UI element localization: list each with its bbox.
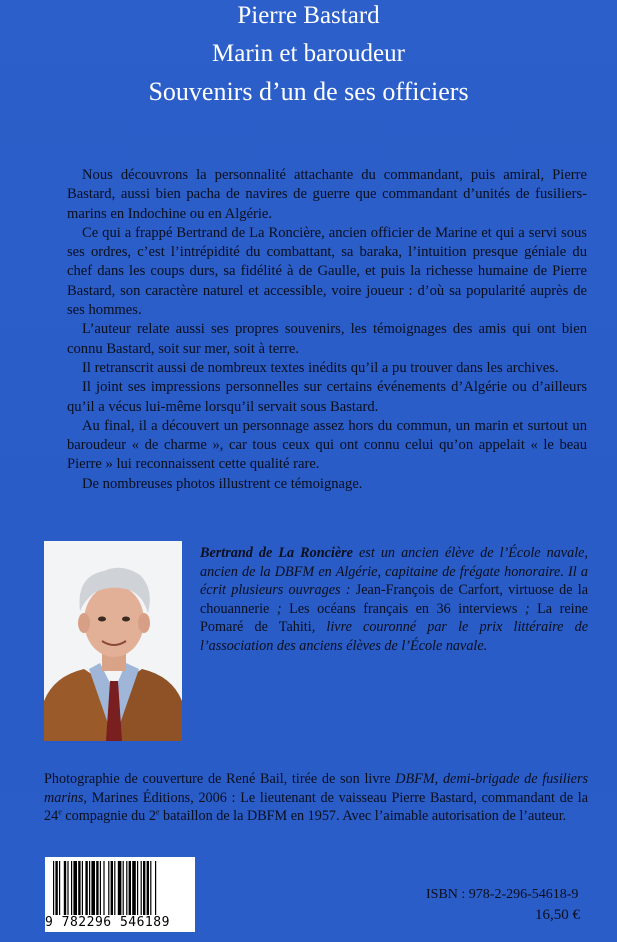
barcode-bar <box>85 861 87 915</box>
barcode-bar <box>64 861 66 915</box>
barcode-bar <box>123 861 124 915</box>
blurb-paragraph: L’auteur relate aussi ses propres souvenirs, les témoignages des amis qui ont bien connu Bastard, soit sur mer, soit à terre. <box>67 321 587 357</box>
credits-part-3: compagnie du 2 <box>61 808 156 825</box>
barcode-bar <box>67 861 68 915</box>
blurb-paragraph: Il joint ses impressions personnelles sur certains événements d’Algérie ou d’ailleurs qu’il a vécus lui-même lorsqu’il servait sous Bastard. <box>67 379 587 415</box>
credits-part-2: , Marines Éditions, 2006 : Le lieutenant de vaisseau Pierre Bastard, commandant de la 24 <box>44 789 588 825</box>
barcode-bar <box>147 861 149 915</box>
blurb-paragraph: Au final, il a découvert un personnage assez hors du commun, un marin et surtout un baroudeur « de charme », car tous ceux qui ont connu celui qu’on appelait « le beau Pierre » lui reconnaissent cette qualité rare. <box>67 417 587 473</box>
barcode-bar <box>111 861 113 915</box>
barcode-bar <box>150 861 151 915</box>
blurb-paragraph: Ce qui a frappé Bertrand de La Roncière, ancien officier de Marine et qui a servi sous ses ordres, c’est l’intrépidité du combattant, sa baraka, l’intuition presque géniale du chef dans les coups durs, sa fidélité à de Gaulle, et puis la richesse humaine de Pierre Bastard, son caractère naturel et accessible, voire joueur : d’où sa popularité auprès de ses hommes. <box>67 224 587 319</box>
barcode-bar <box>55 861 57 915</box>
bio-outro: , livre couronné par le prix littéraire de l’association des anciens élèves de l’École navale. <box>200 619 588 654</box>
barcode-bar <box>132 861 136 915</box>
blurb-paragraph: Nous découvrons la personnalité attachante du commandant, puis amiral, Pierre Bastard, aussi bien pacha de navires de guerre que commandant d’unités de fusiliers-marins en Indochine ou en Algérie. <box>67 167 587 222</box>
barcode-bar <box>82 861 83 915</box>
barcode <box>45 857 195 932</box>
author-name: Bertrand de La Roncière <box>200 545 353 561</box>
barcode-digits: 9 782296 546189 <box>45 915 170 930</box>
barcode-bar <box>143 861 145 915</box>
bio-book-2: Les océans français en 36 interviews <box>289 600 518 617</box>
bio-book-3: La reine Pomaré de Tahiti <box>200 600 588 636</box>
isbn: ISBN : 978-2-296-54618-9 <box>426 887 579 902</box>
credits-sup-1: e <box>58 807 62 817</box>
barcode-bar <box>91 861 95 915</box>
credits-sup-2: e <box>155 807 160 817</box>
bio-intro: est un ancien élève de l’École navale, ancien de la DBFM en Algérie, capitaine de frégate honoraire. Il a écrit plusieurs ouvrages : <box>200 545 588 599</box>
blurb-paragraph: De nombreuses photos illustrent ce témoignage. <box>82 475 363 492</box>
credits-part-1: Photographie de couverture de René Bail, tirée de son livre <box>44 771 396 787</box>
blurb-paragraph: Il retranscrit aussi de nombreux textes inédits qu’il a pu trouver dans les archives. <box>82 359 559 376</box>
barcode-bar <box>126 861 127 915</box>
author-bio <box>200 544 588 656</box>
credits-book-title: DBFM, demi-brigade de fusiliers marins <box>44 771 588 806</box>
barcode-bar <box>100 861 101 915</box>
barcode-bar <box>59 861 60 915</box>
barcode-bar <box>129 861 131 915</box>
barcode-bar <box>141 861 142 915</box>
author-photo <box>44 541 182 741</box>
back-cover-blurb <box>67 166 587 494</box>
barcode-bar <box>108 861 109 915</box>
book-subtitle: Marin et baroudeur <box>212 40 405 67</box>
barcode-bar <box>114 861 115 915</box>
barcode-bar <box>73 861 77 915</box>
barcode-icon <box>53 861 203 919</box>
bio-separator: ; <box>517 600 538 617</box>
barcode-bar <box>89 861 90 915</box>
barcode-bar <box>78 861 80 915</box>
bio-separator: ; <box>269 600 290 617</box>
book-title: Pierre Bastard <box>237 2 380 29</box>
barcode-bar <box>137 861 138 915</box>
bio-book-1: Jean-François de Carfort, virtuose de la chouannerie <box>200 582 588 617</box>
book-tagline: Souvenirs d’un de ses officiers <box>148 77 469 106</box>
barcode-bar <box>103 861 104 915</box>
barcode-bar <box>96 861 98 915</box>
barcode-bar <box>53 861 54 915</box>
author-portrait-icon <box>44 541 182 741</box>
barcode-bar <box>118 861 122 915</box>
price: 16,50 € <box>535 907 580 923</box>
credits-part-4: bataillon de la DBFM en 1957. Avec l’aimable autorisation de l’auteur. <box>159 808 567 825</box>
photo-credits <box>44 770 588 826</box>
barcode-bar <box>71 861 72 915</box>
barcode-bar <box>155 861 156 915</box>
